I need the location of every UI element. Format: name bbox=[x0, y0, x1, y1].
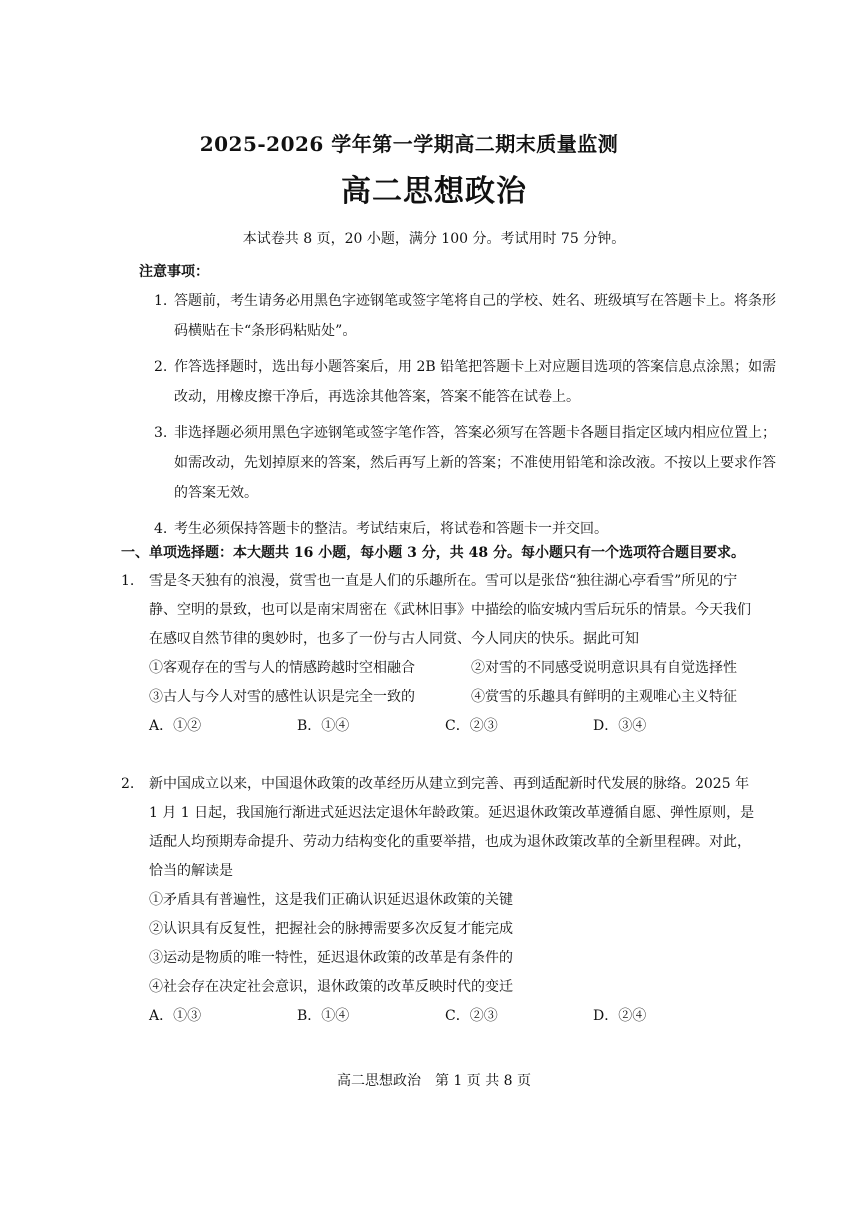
choice-d: D．②④ bbox=[593, 1008, 647, 1024]
option-row bbox=[121, 654, 757, 683]
option-statement: ④社会存在决定社会意识，退休政策的改革反映时代的变迁 bbox=[149, 979, 513, 995]
choice-a: A．①② bbox=[149, 718, 202, 734]
choice-c: C．②③ bbox=[445, 1008, 498, 1024]
answer-choices bbox=[121, 1002, 757, 1031]
option-row bbox=[121, 683, 757, 712]
choice-b: B．①④ bbox=[297, 718, 350, 734]
choice-b: B．①④ bbox=[297, 1008, 350, 1024]
notice-item-text: 非选择题必须用黑色字迹钢笔或签字笔作答，答案必须写在答题卡各题目指定区域内相应位置上；如需改动，先划掉原来的答案，然后再写上新的答案；不准使用铅笔和涂改液。不按以上要求作答的答案无效。 bbox=[174, 425, 776, 501]
question-1 bbox=[121, 567, 757, 741]
notice-item-text: 作答选择题时，选出每小题答案后，用 2B 铅笔把答题卡上对应题目选项的答案信息点涂黑；如需改动，用橡皮擦干净后，再选涂其他答案，答案不能答在试卷上。 bbox=[174, 359, 777, 405]
notice-item bbox=[154, 418, 784, 508]
option-statement: ①客观存在的雪与人的情感跨越时空相融合 bbox=[149, 660, 415, 676]
answer-choices bbox=[121, 712, 757, 741]
question-number: 2. bbox=[121, 776, 135, 792]
option-statement: ③古人与今人对雪的感性认识是完全一致的 bbox=[149, 689, 415, 705]
notice-item-text: 考生必须保持答题卡的整洁。考试结束后，将试卷和答题卡一并交回。 bbox=[174, 521, 608, 537]
section-title: 一、单项选择题：本大题共 16 小题，每小题 3 分，共 48 分。每小题只有一个选项符合题目要求。 bbox=[121, 545, 745, 561]
option-statement: ②认识具有反复性，把握社会的脉搏需要多次反复才能完成 bbox=[149, 921, 513, 937]
question-stem: 雪是冬天独有的浪漫，赏雪也一直是人们的乐趣所在。雪可以是张岱“独往湖心亭看雪”所见的宁静、空明的景致，也可以是南宋周密在《武林旧事》中描绘的临安城内雪后玩乐的情景。今天我们在感叹自然节律的奥妙时，也多了一份与古人同赏、今人同庆的快乐。据此可知 bbox=[149, 573, 751, 647]
notice-list bbox=[154, 286, 784, 550]
question-2 bbox=[121, 770, 757, 1031]
question-stem: 新中国成立以来，中国退休政策的改革经历从建立到完善、再到适配新时代发展的脉络。2025 年 1 月 1 日起，我国施行渐进式延迟法定退休年龄政策。延迟退休政策改革遵循自愿、弹性原则，是适配人均预期寿命提升、劳动力结构变化的重要举措，也成为退休政策改革的全新里程碑。对此，恰当的解读是 bbox=[149, 776, 755, 879]
choice-a: A．①③ bbox=[149, 1008, 202, 1024]
exam-title: 2025-2026 学年第一学期高二期末质量监测 bbox=[199, 132, 619, 156]
choice-d: D．③④ bbox=[593, 718, 647, 734]
option-statement: ①矛盾具有普遍性，这是我们正确认识延迟退休政策的关键 bbox=[149, 892, 513, 908]
notice-item-number: 1. bbox=[154, 293, 168, 309]
notice-item-number: 4. bbox=[154, 521, 168, 537]
notice-item-text: 答题前，考生请务必用黑色字迹钢笔或签字笔将自己的学校、姓名、班级填写在答题卡上。将条形码横贴在卡“条形码粘贴处”。 bbox=[174, 293, 776, 339]
option-statement: ②对雪的不同感受说明意识具有自觉选择性 bbox=[471, 660, 737, 676]
notice-item-number: 3. bbox=[154, 425, 168, 441]
page-footer: 高二思想政治 第 1 页 共 8 页 bbox=[336, 1073, 532, 1089]
option-statement: ④赏雪的乐趣具有鲜明的主观唯心主义特征 bbox=[471, 689, 737, 705]
question-number: 1. bbox=[121, 573, 135, 589]
notice-item-number: 2. bbox=[154, 359, 168, 375]
exam-intro: 本试卷共 8 页，20 小题，满分 100 分。考试用时 75 分钟。 bbox=[242, 231, 626, 247]
choice-c: C．②③ bbox=[445, 718, 498, 734]
subject-title: 高二思想政治 bbox=[341, 174, 527, 209]
notice-item bbox=[154, 514, 784, 544]
option-statement: ③运动是物质的唯一特性，延迟退休政策的改革是有条件的 bbox=[149, 950, 513, 966]
notice-item bbox=[154, 286, 784, 346]
notice-title: 注意事项： bbox=[139, 264, 209, 280]
notice-item bbox=[154, 352, 784, 412]
